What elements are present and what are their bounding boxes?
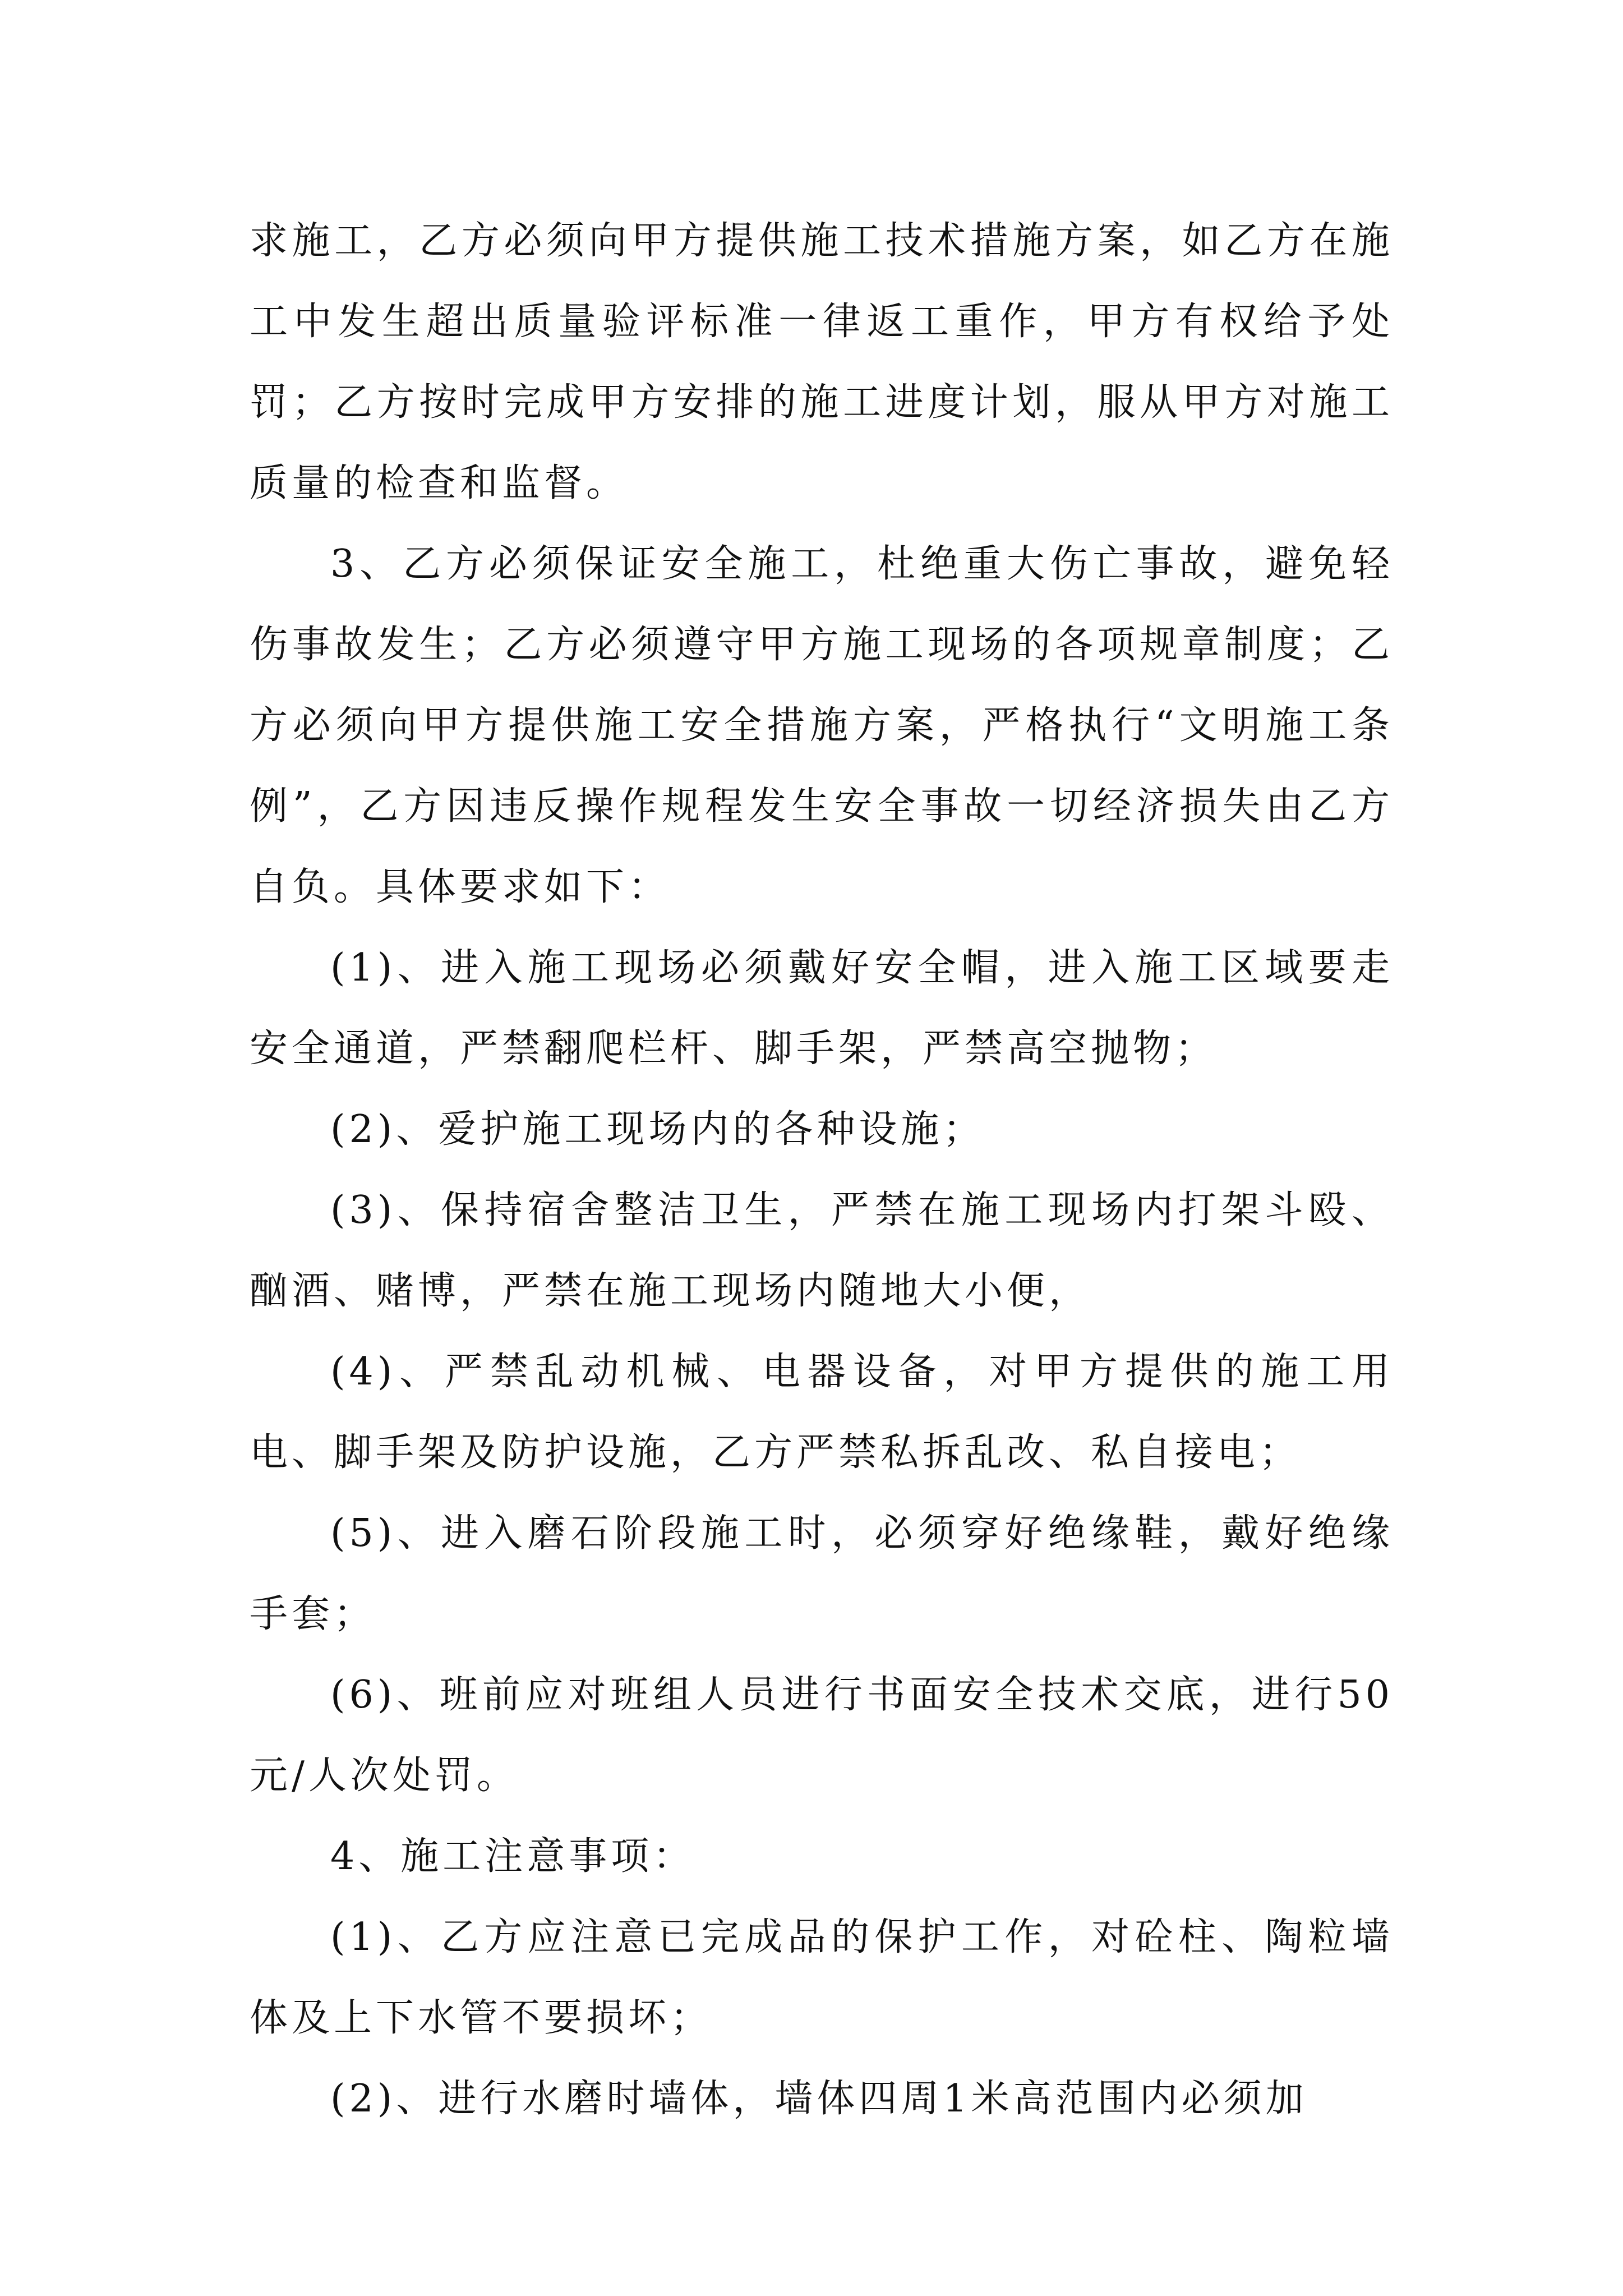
- paragraph-item-3-1: (1)、进入施工现场必须戴好安全帽，进入施工区域要走安全通道，严禁翻爬栏杆、脚手架，严禁高空抛物；: [250, 946, 1394, 1071]
- paragraph-item-4-2: (2)、进行水磨时墙体，墙体四周1米高范围内必须加: [330, 2077, 1308, 2121]
- paragraph-item-3-4: (4)、严禁乱动机械、电器设备，对甲方提供的施工用电、脚手架及防护设施，乙方严禁私拆乱改、私自接电；: [250, 1350, 1394, 1475]
- paragraph-item-3: 3、乙方必须保证安全施工，杜绝重大伤亡事故，避免轻伤事故发生；乙方必须遵守甲方施工现场的各项规章制度；乙方必须向甲方提供施工安全措施方案，严格执行“文明施工条例”，乙方因违反操作规程发生安全事故一切经济损失由乙方自负。具体要求如下：: [250, 542, 1394, 909]
- paragraph-item-3-2: (2)、爱护施工现场内的各种设施；: [330, 1107, 985, 1152]
- paragraph-item-3-3: (3)、保持宿舍整洁卫生，严禁在施工现场内打架斗殴、酗酒、赌博，严禁在施工现场内随地大小便，: [250, 1188, 1394, 1313]
- paragraph-item-3-6: (6)、班前应对班组人员进行书面安全技术交底，进行50元/人次处罚。: [250, 1673, 1394, 1798]
- paragraph-item-4-1: (1)、乙方应注意已完成品的保护工作，对砼柱、陶粒墙体及上下水管不要损坏；: [250, 1915, 1394, 2040]
- paragraph-item-4: 4、施工注意事项：: [330, 1834, 695, 1879]
- document-body: [250, 201, 1394, 2139]
- paragraph-continuation: 求施工，乙方必须向甲方提供施工技术措施方案，如乙方在施工中发生超出质量验评标准一律返工重作，甲方有权给予处罚；乙方按时完成甲方安排的施工进度计划，服从甲方对施工质量的检查和监督。: [250, 219, 1394, 505]
- paragraph-item-3-5: (5)、进入磨石阶段施工时，必须穿好绝缘鞋，戴好绝缘手套；: [250, 1511, 1394, 1636]
